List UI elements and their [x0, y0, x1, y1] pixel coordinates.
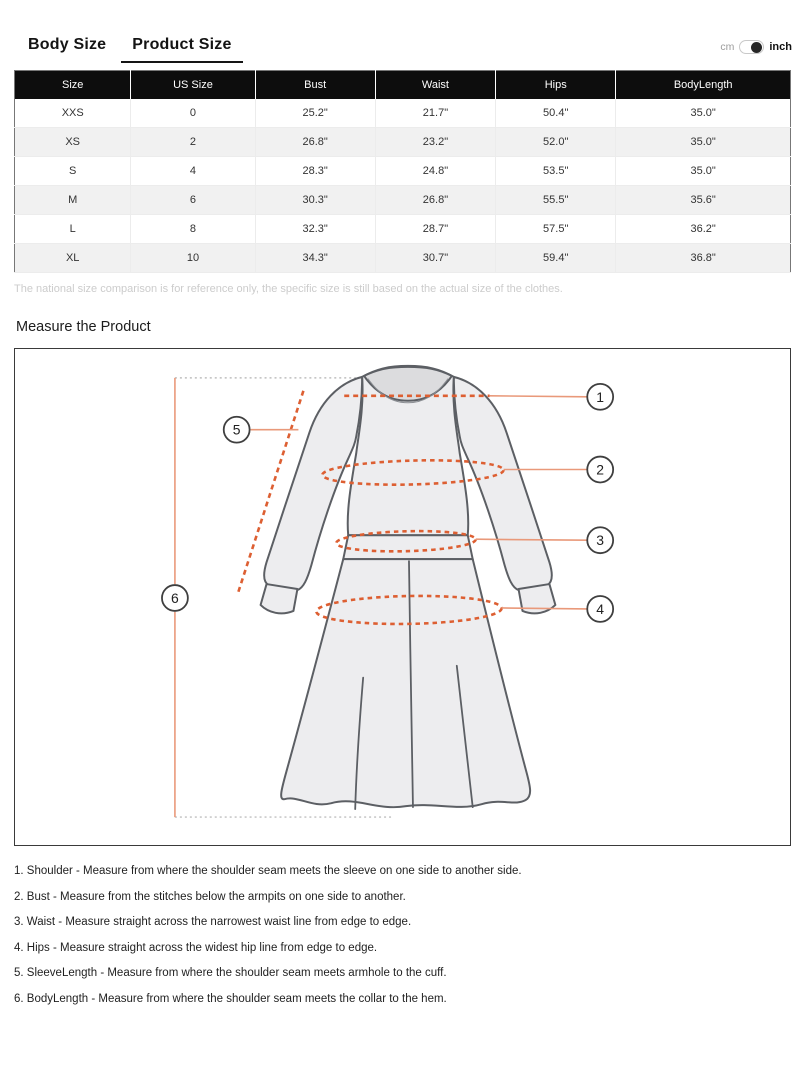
table-row: M 6 30.3" 26.8" 55.5" 35.6" — [15, 186, 791, 215]
dress-measure-illustration — [15, 349, 790, 845]
unit-cm-label[interactable]: cm — [720, 41, 735, 53]
marker-4-label: 4 — [596, 600, 605, 617]
measure-instructions — [14, 864, 786, 1006]
table-header-row — [15, 71, 791, 99]
table-row: L 8 32.3" 28.7" 57.5" 36.2" — [15, 215, 791, 244]
size-note: The national size comparison is for reference only, the specific size is still based on the actual size of the clothes. — [14, 283, 563, 295]
measure-product-title: Measure the Product — [16, 319, 151, 335]
dress-drawing — [261, 366, 556, 809]
dress-waistband — [343, 535, 472, 559]
dress-left-cuff — [261, 584, 298, 613]
instruction-bust: 2. Bust - Measure from the stitches below the armpits on one side to another. — [14, 890, 406, 903]
col-header-bodylength: BodyLength — [616, 71, 791, 99]
unit-toggle — [720, 36, 792, 54]
tab-body-size[interactable]: Body Size — [28, 36, 107, 53]
instruction-waist: 3. Waist - Measure straight across the narrowest waist line from edge to edge. — [14, 916, 412, 928]
tab-product-size[interactable]: Product Size — [121, 36, 242, 63]
table-row: S 4 28.3" 24.8" 53.5" 35.0" — [15, 157, 791, 186]
marker-2-label: 2 — [596, 461, 605, 478]
marker-3-label: 3 — [596, 532, 605, 549]
marker-5-label: 5 — [232, 421, 241, 438]
hips-leader-line — [502, 608, 588, 609]
table-row: XS 2 26.8" 23.2" 52.0" 35.0" — [15, 128, 791, 157]
instruction-hips: 4. Hips - Measure straight across the widest hip line from edge to edge. — [14, 941, 378, 954]
waist-leader-line — [476, 539, 588, 540]
size-table — [14, 70, 791, 273]
col-header-size: Size — [15, 71, 131, 99]
size-chart-header — [0, 0, 800, 70]
col-header-waist: Waist — [375, 71, 495, 99]
table-row: XL 10 34.3" 30.7" 59.4" 36.8" — [15, 244, 791, 273]
marker-6-label: 6 — [171, 589, 179, 606]
col-header-us-size: US Size — [131, 71, 255, 99]
unit-inch-label[interactable]: inch — [769, 41, 792, 53]
instruction-shoulder: 1. Shoulder - Measure from where the shoulder seam meets the sleeve on one side to another side. — [14, 865, 522, 877]
col-header-hips: Hips — [496, 71, 616, 99]
instruction-sleevelength: 5. SleeveLength - Measure from where the shoulder seam meets armhole to the cuff. — [14, 967, 447, 979]
table-row: XXS 0 25.2" 21.7" 50.4" 35.0" — [15, 99, 791, 128]
instruction-bodylength: 6. BodyLength - Measure from where the shoulder seam meets the collar to the hem. — [14, 992, 447, 1005]
col-header-bust: Bust — [255, 71, 375, 99]
unit-switch[interactable] — [739, 40, 764, 54]
measure-diagram — [14, 348, 791, 846]
marker-1-label: 1 — [596, 388, 605, 405]
unit-switch-knob — [751, 42, 762, 53]
shoulder-leader-line — [490, 396, 588, 397]
size-table-section — [14, 70, 791, 273]
